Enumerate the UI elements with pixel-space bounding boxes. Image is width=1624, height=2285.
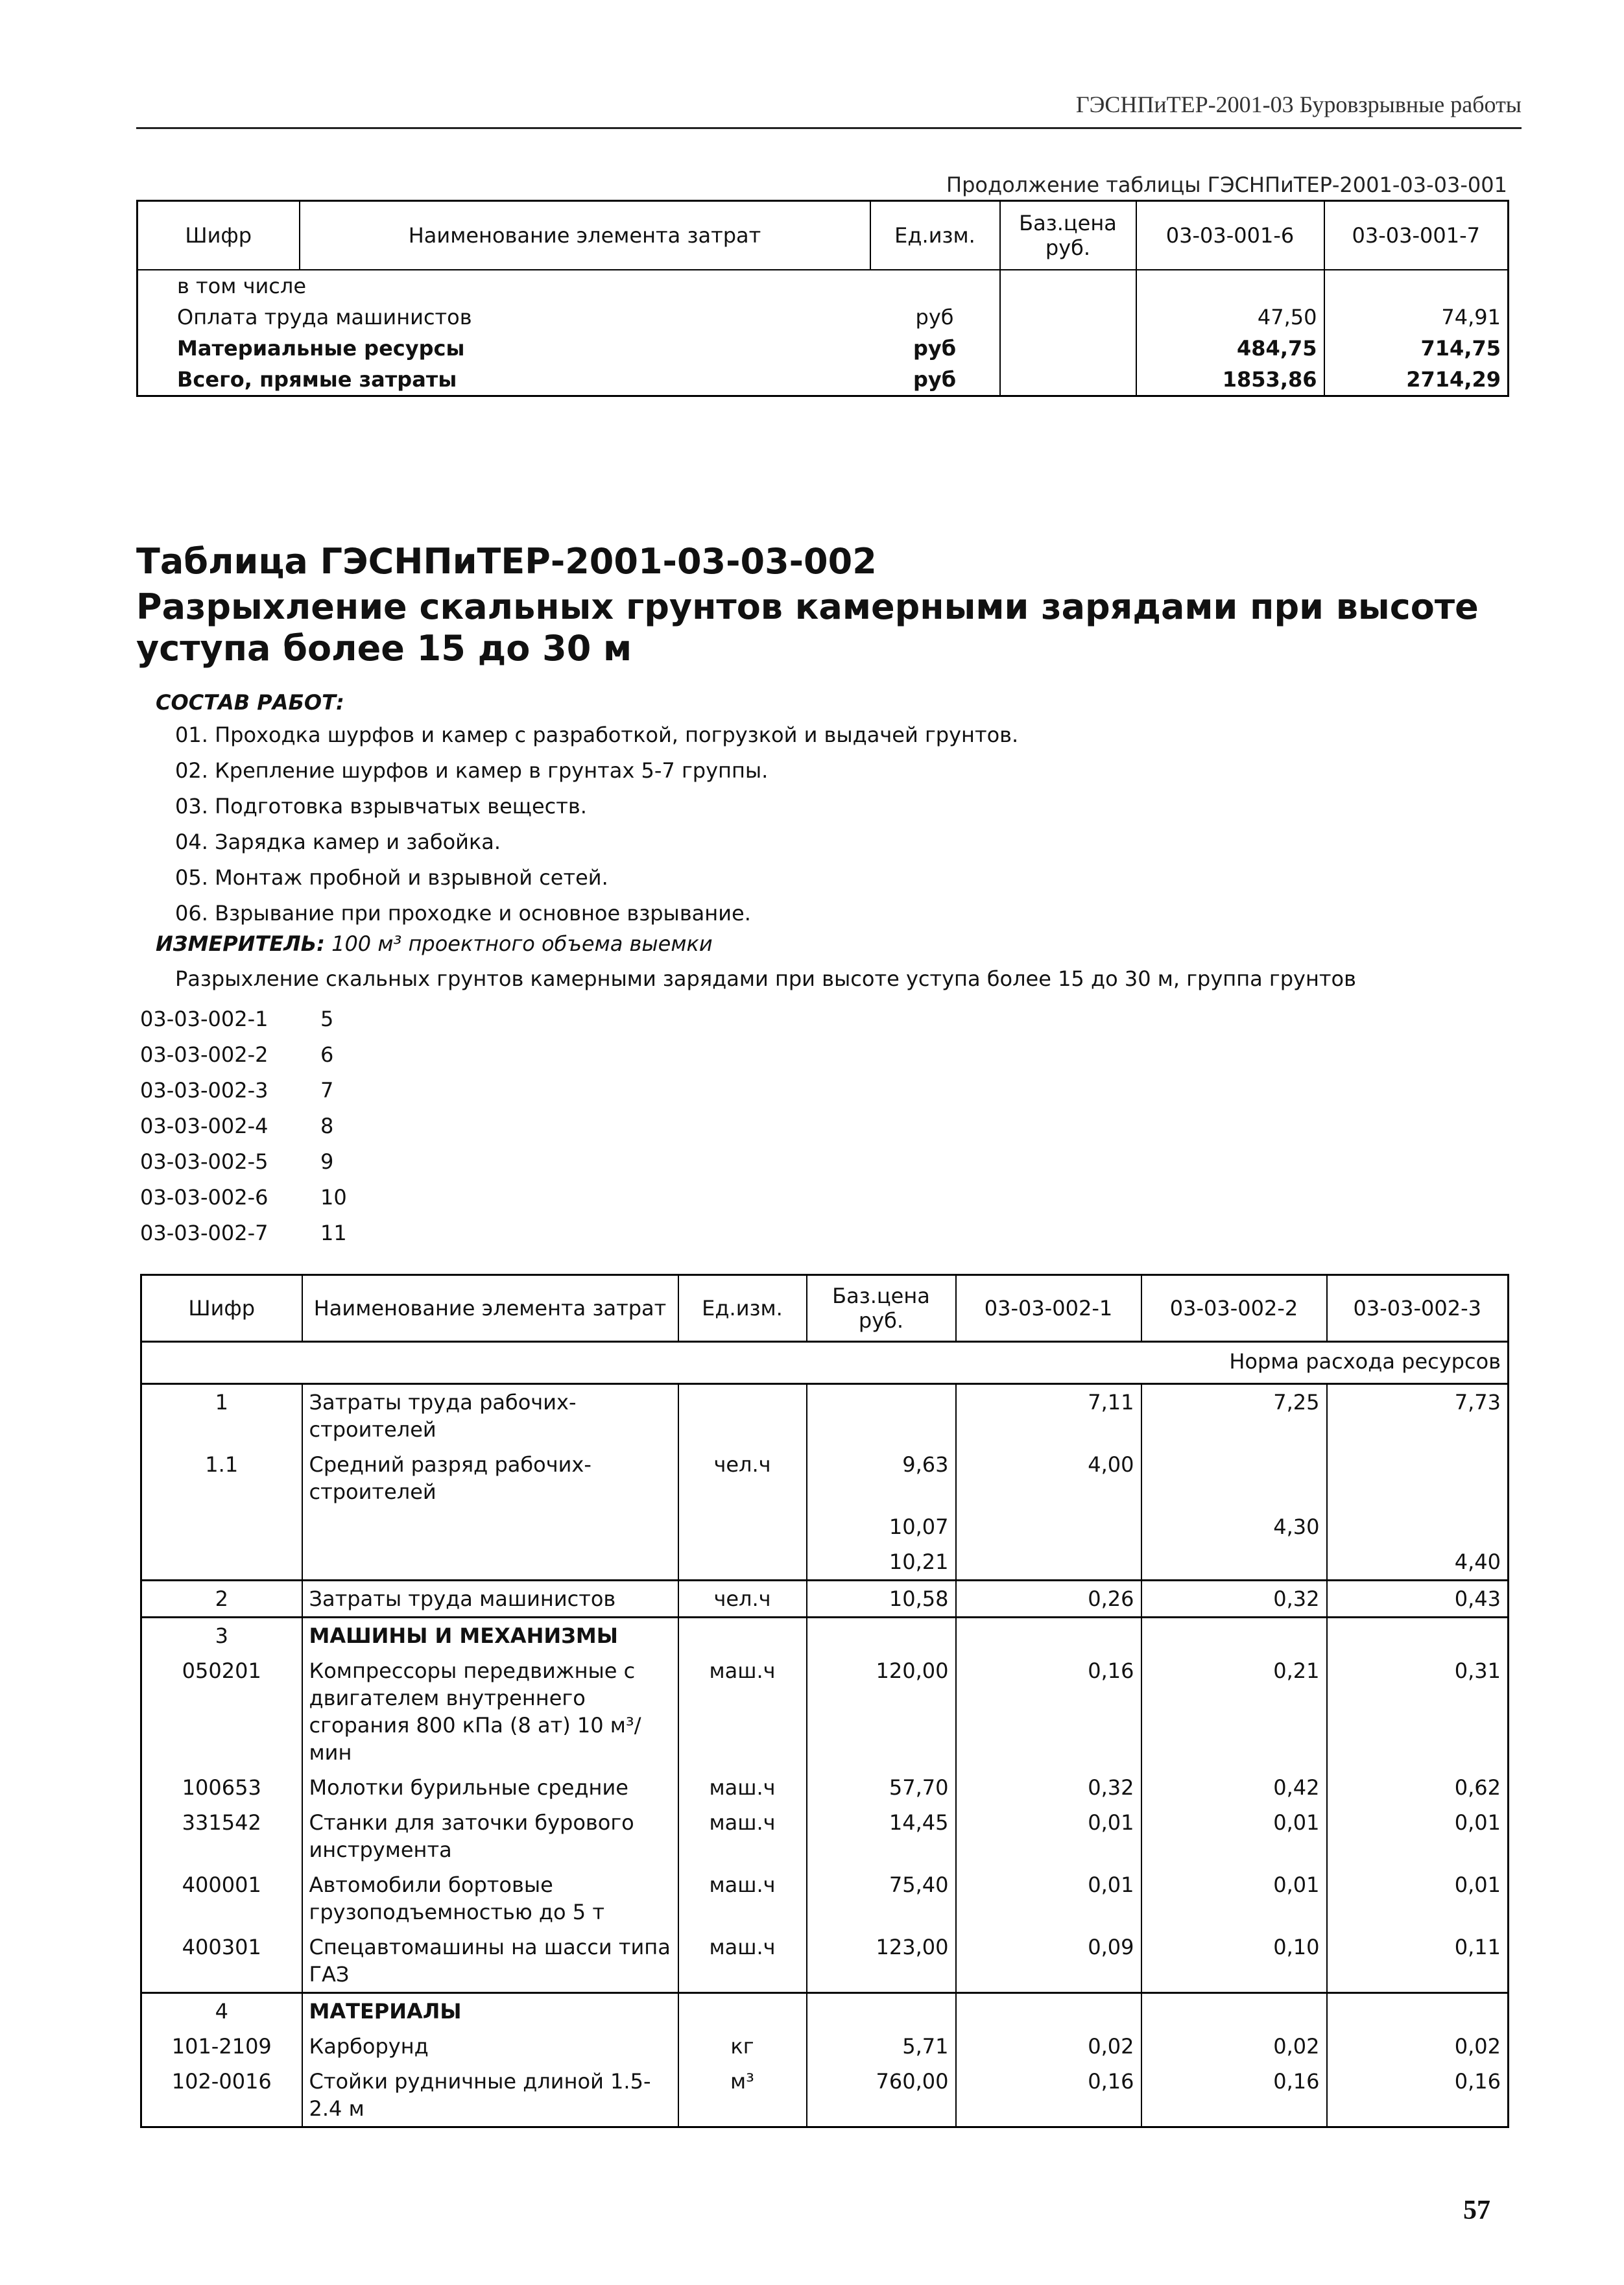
row-value-1 — [956, 1544, 1141, 1581]
code: 03-03-002-2 — [140, 1042, 269, 1067]
works-heading: СОСТАВ РАБОТ: — [156, 690, 344, 715]
table-row — [141, 1544, 1509, 1581]
code: 03-03-002-3 — [140, 1078, 269, 1103]
row-value-2: 0,01 — [1141, 1805, 1327, 1867]
row-price: 75,40 — [807, 1867, 956, 1930]
code: 03-03-002-4 — [140, 1114, 269, 1138]
list-item — [140, 1108, 347, 1144]
row-value-3: 0,02 — [1327, 2029, 1509, 2064]
row-value-2: 0,10 — [1141, 1930, 1327, 1993]
row-unit: чел.ч — [678, 1447, 807, 1509]
table-row — [141, 2064, 1509, 2127]
row-value-1: 0,01 — [956, 1805, 1141, 1867]
row-value-1 — [956, 1993, 1141, 2029]
row-code: 2 — [141, 1581, 302, 1618]
works-list — [175, 717, 1018, 931]
row-value-2: 0,21 — [1141, 1653, 1327, 1770]
table2-title: Таблица ГЭСНПиТЕР-2001-03-03-002 — [136, 541, 877, 582]
row-name: Материальные ресурсы — [177, 336, 465, 361]
row-value-2: 7,25 — [1141, 1384, 1327, 1448]
row-price: 10,58 — [807, 1581, 956, 1618]
table-row — [137, 302, 1509, 333]
row-code: 3 — [141, 1618, 302, 1654]
row-value-2: 714,75 — [1324, 333, 1509, 364]
row-price: 14,45 — [807, 1805, 956, 1867]
row-code: 4 — [141, 1993, 302, 2029]
row-unit — [678, 1544, 807, 1581]
row-name — [302, 1509, 678, 1544]
table1-header-unit: Ед.изм. — [870, 201, 1000, 270]
row-code: 101-2109 — [141, 2029, 302, 2064]
table2-header-row — [141, 1275, 1509, 1342]
group-description: Разрыхление скальных грунтов камерными зарядами при высоте уступа более 15 до 30 м, группа грунтов — [175, 966, 1356, 991]
code: 03-03-002-5 — [140, 1149, 269, 1174]
row-price: 57,70 — [807, 1770, 956, 1805]
row-code — [141, 1544, 302, 1581]
list-item: 05. Монтаж пробной и взрывной сетей. — [175, 865, 608, 890]
row-price — [807, 1618, 956, 1654]
row-value-3: 0,62 — [1327, 1770, 1509, 1805]
row-value-1: 4,00 — [956, 1447, 1141, 1509]
row-price: 9,63 — [807, 1447, 956, 1509]
row-value-1: 7,11 — [956, 1384, 1141, 1448]
list-item: 03. Подготовка взрывчатых веществ. — [175, 794, 587, 819]
row-unit — [678, 1618, 807, 1654]
table2-subtitle: Разрыхление скальных грунтов камерными зарядами при высоте уступа более 15 до 30 м — [136, 586, 1479, 669]
list-item — [140, 1180, 347, 1215]
row-code — [141, 1509, 302, 1544]
table2-header-col1: 03-03-002-1 — [956, 1275, 1141, 1342]
row-value-1: 484,75 — [1136, 333, 1324, 364]
table2 — [140, 1274, 1509, 2128]
table2-header-price: Баз.цена руб. — [807, 1275, 956, 1342]
table1-header-code: Шифр — [137, 201, 300, 270]
row-unit: кг — [678, 2029, 807, 2064]
table-row — [141, 2029, 1509, 2064]
row-price: 10,07 — [807, 1509, 956, 1544]
row-value-1 — [1136, 270, 1324, 302]
row-value-2 — [1324, 270, 1509, 302]
list-item — [140, 1037, 347, 1073]
norm-row — [141, 1342, 1509, 1384]
running-header: ГЭСНПиТЕР-2001-03 Буровзрывные работы — [1075, 91, 1522, 117]
list-item: 01. Проходка шурфов и камер с разработкой, погрузкой и выдачей грунтов. — [175, 723, 1019, 747]
row-unit: маш.ч — [678, 1930, 807, 1993]
row-price: 123,00 — [807, 1930, 956, 1993]
code: 03-03-002-7 — [140, 1221, 269, 1245]
row-unit: маш.ч — [678, 1653, 807, 1770]
table-row — [141, 1867, 1509, 1930]
table1-header-col1: 03-03-001-6 — [1136, 201, 1324, 270]
row-code: 1.1 — [141, 1447, 302, 1509]
table-row — [141, 1618, 1509, 1654]
row-name: МАТЕРИАЛЫ — [302, 1993, 678, 2029]
table1-header-price: Баз.цена руб. — [1000, 201, 1136, 270]
list-item: 06. Взрывание при проходке и основное взрывание. — [175, 901, 751, 926]
row-price: 10,21 — [807, 1544, 956, 1581]
row-unit: маш.ч — [678, 1867, 807, 1930]
code: 03-03-002-1 — [140, 1007, 269, 1031]
table-row — [137, 364, 1509, 396]
row-value-1: 1853,86 — [1136, 364, 1324, 396]
table-row — [141, 1384, 1509, 1448]
row-code: 050201 — [141, 1653, 302, 1770]
row-value-3: 0,01 — [1327, 1867, 1509, 1930]
row-name: Затраты труда машинистов — [302, 1581, 678, 1618]
row-value-2 — [1141, 1447, 1327, 1509]
row-unit: м³ — [678, 2064, 807, 2127]
row-value-3: 4,40 — [1327, 1544, 1509, 1581]
row-price: 120,00 — [807, 1653, 956, 1770]
row-price — [807, 1384, 956, 1448]
table-row — [137, 270, 1509, 302]
meter — [156, 931, 713, 956]
row-value-1: 0,32 — [956, 1770, 1141, 1805]
row-value-1: 0,16 — [956, 1653, 1141, 1770]
row-price — [1000, 364, 1136, 396]
row-price: 5,71 — [807, 2029, 956, 2064]
table1-header-row — [137, 201, 1509, 270]
list-item — [140, 1001, 347, 1037]
table2-header-name: Наименование элемента затрат — [302, 1275, 678, 1342]
row-name: в том числе — [177, 274, 306, 298]
row-unit — [678, 1509, 807, 1544]
table2-header-code: Шифр — [141, 1275, 302, 1342]
row-price: 760,00 — [807, 2064, 956, 2127]
row-unit: руб — [913, 367, 957, 392]
table2-header-unit: Ед.изм. — [678, 1275, 807, 1342]
row-unit: руб — [915, 305, 954, 329]
row-code: 100653 — [141, 1770, 302, 1805]
table-row — [141, 1930, 1509, 1993]
table-row — [141, 1581, 1509, 1618]
row-unit: маш.ч — [678, 1805, 807, 1867]
row-value-2: 0,32 — [1141, 1581, 1327, 1618]
row-code: 400301 — [141, 1930, 302, 1993]
row-value-2: 0,02 — [1141, 2029, 1327, 2064]
table-row — [141, 1653, 1509, 1770]
row-value-1 — [956, 1509, 1141, 1544]
row-value-3: 0,11 — [1327, 1930, 1509, 1993]
list-item — [140, 1144, 347, 1180]
row-value-3 — [1327, 1993, 1509, 2029]
table1-header-name: Наименование элемента затрат — [300, 201, 870, 270]
row-unit: руб — [913, 336, 957, 361]
row-value-1: 0,26 — [956, 1581, 1141, 1618]
row-value-2: 0,16 — [1141, 2064, 1327, 2127]
row-name: Автомобили бортовые грузоподъемностью до 5 т — [302, 1867, 678, 1930]
row-price — [1000, 302, 1136, 333]
row-name: Карборунд — [302, 2029, 678, 2064]
row-value-1: 0,02 — [956, 2029, 1141, 2064]
row-name: Компрессоры передвижные с двигателем внутреннего сгорания 800 кПа (8 ат) 10 м³/мин — [302, 1653, 678, 1770]
row-value-2: 4,30 — [1141, 1509, 1327, 1544]
header-rule — [136, 127, 1522, 129]
row-name: Затраты труда рабочих-строителей — [302, 1384, 678, 1448]
table-row — [141, 1770, 1509, 1805]
row-name: Спецавтомашины на шасси типа ГАЗ — [302, 1930, 678, 1993]
list-item — [140, 1215, 347, 1251]
row-price — [1000, 270, 1136, 302]
soil-group: 7 — [320, 1078, 334, 1103]
table-row — [141, 1509, 1509, 1544]
row-value-2: 0,42 — [1141, 1770, 1327, 1805]
row-value-2: 0,01 — [1141, 1867, 1327, 1930]
row-value-1 — [956, 1618, 1141, 1654]
row-value-3: 0,31 — [1327, 1653, 1509, 1770]
code: 03-03-002-6 — [140, 1185, 269, 1210]
table-row — [141, 1805, 1509, 1867]
table1-header-col2: 03-03-001-7 — [1324, 201, 1509, 270]
meter-value: 100 м³ проектного объема выемки — [331, 931, 713, 956]
row-name: Станки для заточки бурового инструмента — [302, 1805, 678, 1867]
table2-header-col3: 03-03-002-3 — [1327, 1275, 1509, 1342]
row-name — [302, 1544, 678, 1581]
row-value-2 — [1141, 1993, 1327, 2029]
soil-group: 8 — [320, 1114, 334, 1138]
soil-group: 9 — [320, 1149, 334, 1174]
list-item — [140, 1073, 347, 1108]
row-value-3: 7,73 — [1327, 1384, 1509, 1448]
soil-group: 10 — [320, 1185, 347, 1210]
soil-group: 11 — [320, 1221, 347, 1245]
codes-list — [140, 1001, 347, 1251]
row-name: Всего, прямые затраты — [177, 367, 457, 392]
row-value-3 — [1327, 1618, 1509, 1654]
row-name: Стойки рудничные длиной 1.5-2.4 м — [302, 2064, 678, 2127]
row-value-2: 74,91 — [1324, 302, 1509, 333]
row-value-3: 0,43 — [1327, 1581, 1509, 1618]
row-value-1: 0,01 — [956, 1867, 1141, 1930]
row-value-1: 47,50 — [1136, 302, 1324, 333]
row-value-1: 0,09 — [956, 1930, 1141, 1993]
table1 — [136, 200, 1509, 397]
row-value-3: 0,01 — [1327, 1805, 1509, 1867]
row-name: Оплата труда машинистов — [177, 305, 472, 329]
row-unit: чел.ч — [678, 1581, 807, 1618]
row-unit: маш.ч — [678, 1770, 807, 1805]
row-name: МАШИНЫ И МЕХАНИЗМЫ — [302, 1618, 678, 1654]
soil-group: 5 — [320, 1007, 334, 1031]
table-row — [137, 333, 1509, 364]
table2-header-col2: 03-03-002-2 — [1141, 1275, 1327, 1342]
row-value-2: 2714,29 — [1324, 364, 1509, 396]
row-price — [807, 1993, 956, 2029]
row-name: Средний разряд рабочих-строителей — [302, 1447, 678, 1509]
row-unit — [870, 270, 1000, 302]
row-code: 102-0016 — [141, 2064, 302, 2127]
row-price — [1000, 333, 1136, 364]
table-row — [141, 1993, 1509, 2029]
row-code: 1 — [141, 1384, 302, 1448]
row-name: Молотки бурильные средние — [302, 1770, 678, 1805]
meter-label: ИЗМЕРИТЕЛЬ: — [156, 931, 325, 956]
row-value-2 — [1141, 1618, 1327, 1654]
row-value-3 — [1327, 1509, 1509, 1544]
row-code: 400001 — [141, 1867, 302, 1930]
row-value-2 — [1141, 1544, 1327, 1581]
list-item: 02. Крепление шурфов и камер в грунтах 5-7 группы. — [175, 758, 769, 783]
row-value-1: 0,16 — [956, 2064, 1141, 2127]
norm-label: Норма расхода ресурсов — [141, 1342, 1509, 1384]
row-code: 331542 — [141, 1805, 302, 1867]
row-unit — [678, 1993, 807, 2029]
page-number: 57 — [1463, 2195, 1490, 2225]
row-unit — [678, 1384, 807, 1448]
table-row — [141, 1447, 1509, 1509]
table1-caption: Продолжение таблицы ГЭСНПиТЕР-2001-03-03-001 — [946, 173, 1507, 197]
row-value-3 — [1327, 1447, 1509, 1509]
list-item: 04. Зарядка камер и забойка. — [175, 830, 501, 854]
soil-group: 6 — [320, 1042, 334, 1067]
row-value-3: 0,16 — [1327, 2064, 1509, 2127]
